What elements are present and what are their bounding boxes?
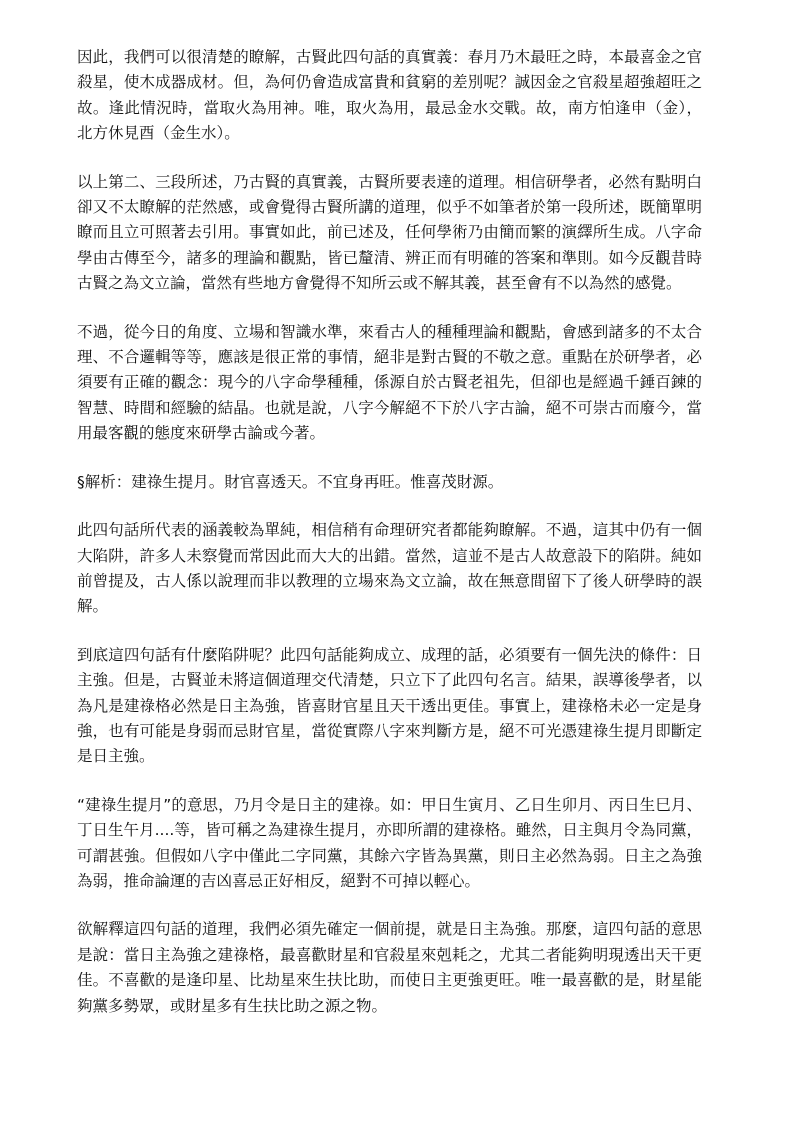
paragraph-7: “建祿生提月”的意思，乃月令是日主的建祿。如：甲日生寅月、乙日生卯月、丙日生巳月、丁日生午月....等，皆可稱之為建祿生提月，亦即所謂的建祿格。雖然，日主與月令為同黨，可謂甚強。但假如八字中僅此二字同黨，其餘六字皆為異黨，則日主必然為弱。日主之為強為弱，推命論運的吉凶喜忌正好相反，絕對不可掉以輕心。 <box>77 795 702 890</box>
paragraph-2: 以上第二、三段所述，乃古賢的真實義，古賢所要表達的道理。相信研學者，必然有點明白卻又不太瞭解的茫然感，或會覺得古賢所講的道理，似乎不如筆者於第一段所述，既簡單明瞭而且立可照著去引用。事實如此，前已述及，任何學術乃由簡而繁的演繹所生成。八字命學由古傳至今，諸多的理論和觀點，皆已釐清、辨正而有明確的答案和準則。如今反觀昔時古賢之為文立論，當然有些地方會覺得不知所云或不解其義，甚至會有不以為然的感覺。 <box>77 172 702 293</box>
paragraph-3: 不過，從今日的角度、立場和智識水準，來看古人的種種理論和觀點，會感到諸多的不太合理、不合邏輯等等，應該是很正常的事情，絕非是對古賢的不敬之意。重點在於研學者，必須要有正確的觀念：現今的八字命學種種，係源自於古賢老祖先，但卻也是經過千錘百鍊的智慧、時間和經驗的結晶。也就是說，八字今解絕不下於八字古論，絕不可崇古而廢今，當用最客觀的態度來研學古論或今著。 <box>77 322 702 443</box>
paragraph-5: 此四句話所代表的涵義較為單純，相信稍有命理研究者都能夠瞭解。不過，這其中仍有一個大陷阱，許多人未察覺而常因此而大大的出錯。當然，這並不是古人故意設下的陷阱。純如前曾提及，古人係以說理而非以教理的立場來為文立論，故在無意間留下了後人研學時的誤解。 <box>77 521 702 616</box>
paragraph-1: 因此，我們可以很清楚的瞭解，古賢此四句話的真實義：春月乃木最旺之時，本最喜金之官殺星，使木成器成材。但，為何仍會造成富貴和貧窮的差別呢？誠因金之官殺星超強超旺之故。逢此情況時，當取火為用神。唯，取火為用，最忌金水交戰。故，南方怕逢申（金），北方休見酉（金生水）。 <box>77 48 702 143</box>
analysis-heading: §解析：建祿生提月。財官喜透天。不宜身再旺。惟喜茂財源。 <box>77 472 504 491</box>
paragraph-6: 到底這四句話有什麼陷阱呢？此四句話能夠成立、成理的話，必須要有一個先決的條件：日主強。但是，古賢並未將這個道理交代清楚，只立下了此四句名言。結果，誤導後學者，以為凡是建祿格必然是日主為強，皆喜財官星且天干透出更佳。事實上，建祿格未必一定是身強，也有可能是身弱而忌財官星，當從實際八字來判斷方是，絕不可光憑建祿生提月即斷定是日主強。 <box>77 645 702 766</box>
paragraph-8: 欲解釋這四句話的道理，我們必須先確定一個前提，就是日主為強。那麼，這四句話的意思是說：當日主為強之建祿格，最喜歡財星和官殺星來剋耗之，尤其二者能夠明現透出天干更佳。不喜歡的是逢印星、比劫星來生扶比助，而使日主更強更旺。唯一最喜歡的是，財星能夠黨多勢眾，或財星多有生扶比助之源之物。 <box>77 920 702 1015</box>
document-body <box>77 45 702 1042</box>
